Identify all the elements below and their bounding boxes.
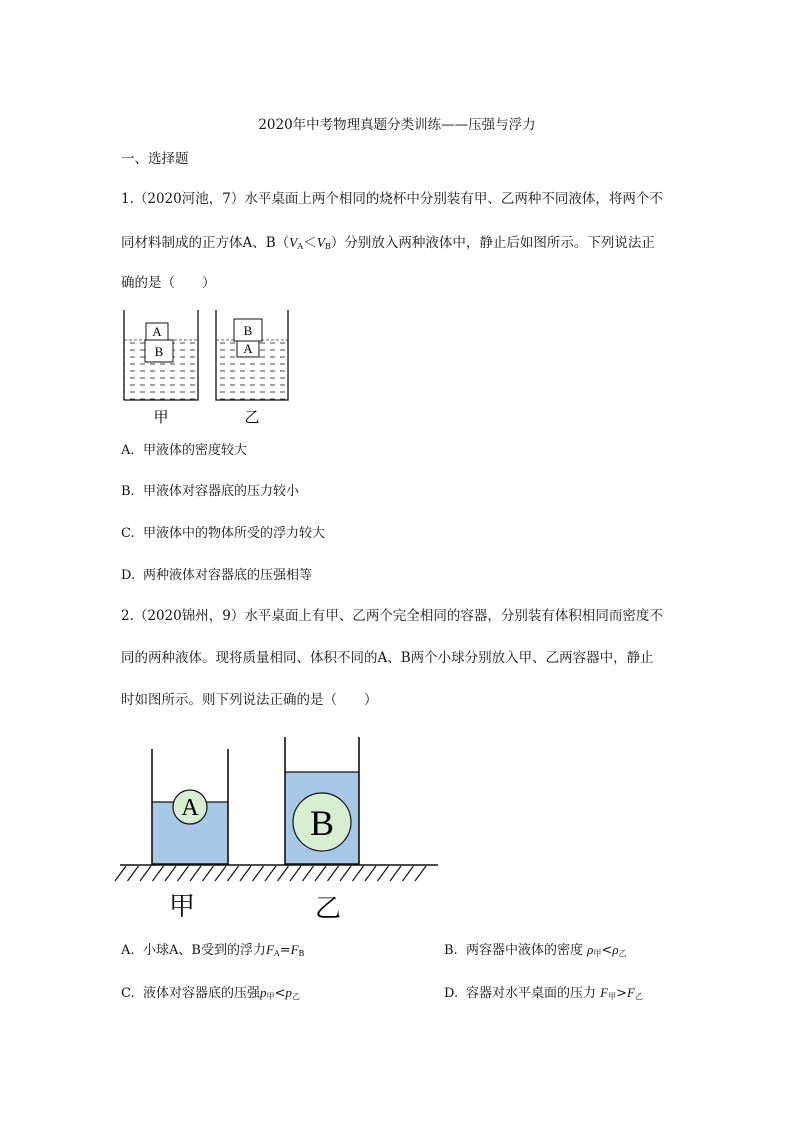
q2-line-1: 2.（2020锦州，9）水平桌面上有甲、乙两个完全相同的容器，分别装有体积相同而密度不 [121, 608, 663, 624]
q2-option-b-sub1: 甲 [593, 949, 602, 958]
q1-option-d-key: D. [121, 568, 136, 583]
q1-sub-a: A [297, 242, 304, 251]
q2-option-b-key: B. [444, 943, 458, 958]
q1-option-a-text: 甲液体的密度较大 [143, 443, 248, 458]
q1-figure [118, 305, 298, 430]
q2-figure [120, 735, 440, 924]
q2-option-b-op: < [601, 943, 613, 958]
q2-option-a[interactable] [121, 943, 304, 958]
q1-option-d-text: 两种液体对容器底的压强相等 [143, 568, 313, 583]
q1-option-b-key: B. [121, 484, 135, 499]
q1-block-b-left: B [154, 344, 164, 359]
q2-table-hatching [115, 866, 426, 881]
q1-label-yi: 乙 [244, 408, 260, 426]
q2-option-d-text: 容器对水平桌面的压力 [466, 986, 597, 1001]
q2-option-c-text: 液体对容器底的压强 [143, 986, 261, 1001]
q2-option-c[interactable] [121, 986, 300, 1001]
q2-option-d-f1: F [600, 985, 609, 1000]
q2-option-a-eq: = [279, 943, 291, 958]
q1-option-c[interactable] [121, 527, 325, 540]
q2-option-c-op: < [274, 986, 286, 1001]
q2-option-d-op: > [616, 986, 628, 1001]
q2-option-c-sub1: 甲 [266, 992, 275, 1001]
q2-option-d-key: D. [444, 986, 459, 1001]
q2-ball-b-label: B [309, 803, 335, 843]
q1-block-b-right: B [243, 323, 253, 338]
q2-label-jia: 甲 [168, 892, 196, 922]
q2-line-2: 同的两种液体。现将质量相同、体积不同的A、B两个小球分别放入甲、乙两容器中，静止 [121, 650, 654, 666]
q1-sub-b: B [324, 242, 331, 251]
q2-option-a-sub-b: B [298, 949, 305, 958]
q2-option-b-text: 两容器中液体的密度 [466, 943, 584, 958]
q1-volume-v-a: V [289, 235, 298, 250]
q1-option-a-key: A. [121, 443, 135, 458]
q1-cup-yi [216, 310, 288, 426]
q2-option-c-sub2: 乙 [291, 992, 300, 1001]
q1-block-a-left: A [152, 324, 162, 339]
q2-option-c-p1: p [260, 985, 267, 1000]
q2-option-b-sub2: 乙 [618, 949, 627, 958]
q2-option-d-sub1: 甲 [608, 992, 617, 1001]
q1-cup-jia [124, 310, 198, 426]
q2-option-d-sub2: 乙 [634, 992, 643, 1001]
q1-line-2-text-b: ）分别放入两种液体中，静止后如图所示。下列说法正 [330, 235, 655, 251]
q2-option-b[interactable] [444, 943, 627, 958]
q1-option-a[interactable] [121, 444, 247, 457]
q1-option-c-text: 甲液体中的物体所受的浮力较大 [143, 526, 326, 541]
q2-option-a-sub-a: A [273, 949, 280, 958]
q1-less-than: ＜ [303, 235, 317, 251]
q2-option-a-text: 小球A、B受到的浮力 [143, 943, 266, 958]
q2-option-b-rho1: ρ [587, 942, 594, 957]
q2-label-yi: 乙 [314, 894, 342, 924]
q2-line-3: 时如图所示。则下列说法正确的是（ ） [121, 692, 378, 708]
q2-option-d[interactable] [444, 986, 643, 1001]
q1-option-c-key: C. [121, 526, 135, 541]
q1-block-a-right: A [243, 341, 253, 356]
q1-volume-v-b: V [316, 235, 325, 250]
q1-label-jia: 甲 [153, 408, 169, 426]
q1-line-2-text-a: 同材料制成的正方体A、B（ [121, 235, 290, 251]
q2-option-a-f2: F [290, 942, 299, 957]
section-heading: 一、选择题 [121, 151, 189, 167]
q2-option-d-f2: F [627, 985, 635, 1000]
q1-option-d[interactable] [121, 569, 312, 582]
q1-line-2 [121, 236, 655, 251]
q1-option-b-text: 甲液体对容器底的压力较小 [143, 484, 300, 499]
q1-option-b[interactable] [121, 485, 299, 498]
q2-option-a-f1: F [265, 942, 274, 957]
q1-line-1: 1.（2020河池，7）水平桌面上两个相同的烧杯中分别装有甲、乙两种不同液体，将两个不 [121, 191, 663, 207]
page-title: 2020年中考物理真题分类训练——压强与浮力 [258, 117, 536, 133]
q2-option-a-key: A. [121, 943, 135, 958]
q1-line-3: 确的是（ ） [121, 275, 216, 291]
q2-option-c-p2: p [285, 985, 292, 1000]
q2-option-c-key: C. [121, 986, 135, 1001]
q2-option-b-rho2: ρ [612, 942, 619, 957]
q2-ball-a-label: A [181, 795, 199, 821]
